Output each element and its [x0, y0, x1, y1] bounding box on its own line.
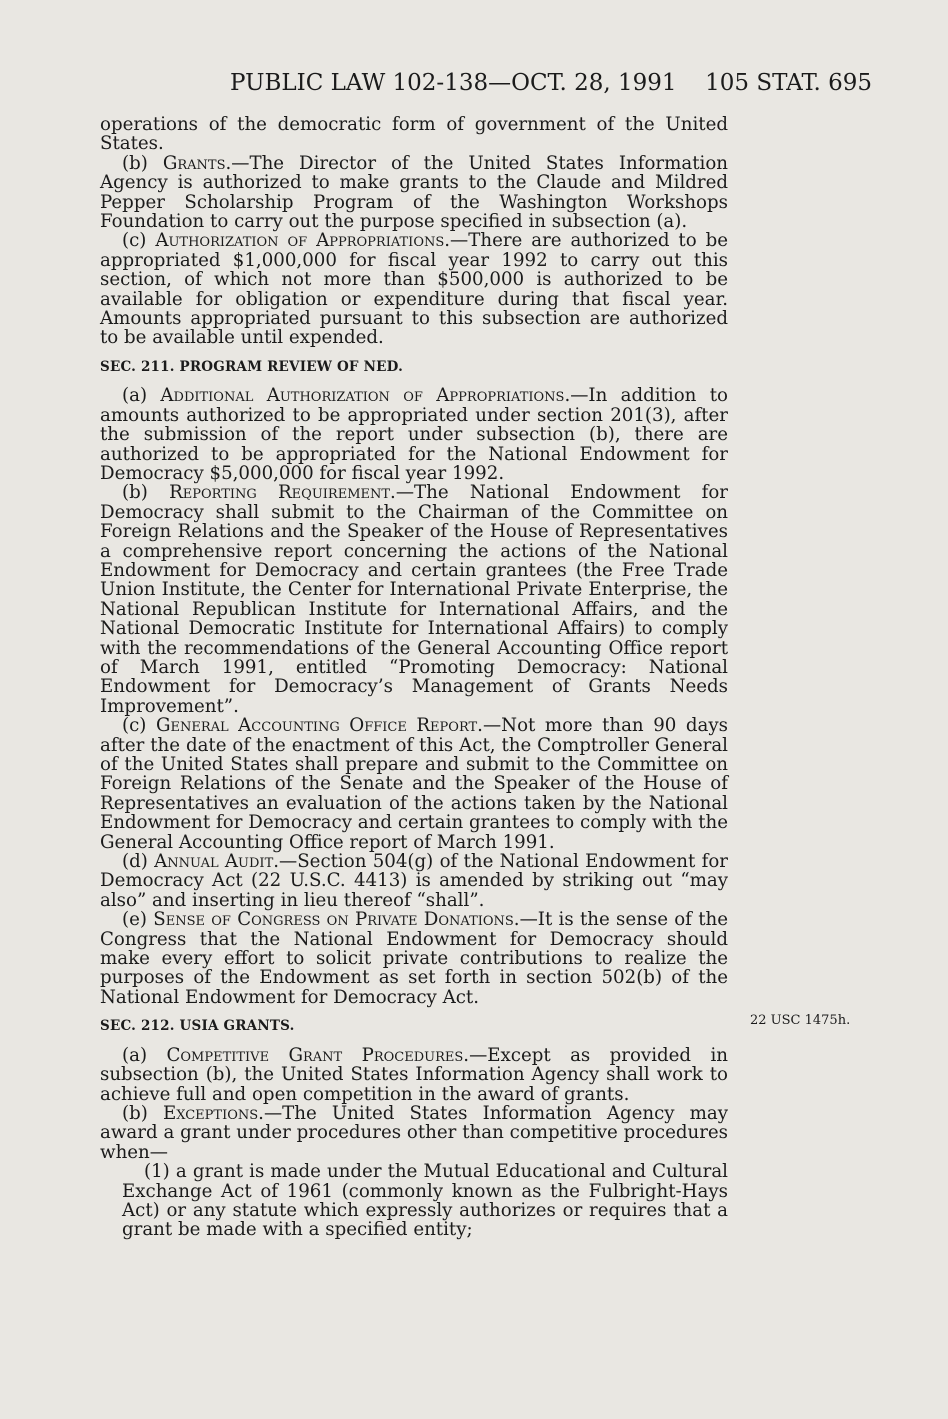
paragraph-item-1: (1) a grant is made under the Mutual Educational and Cultural Exchange Act of 1961 (commonly known as the Fulbright-Hays Act) or any statute which expressly authorizes or requires that a grant be made with a specified entity; [122, 1161, 728, 1241]
subsection-label: (a) [122, 1044, 148, 1066]
subsection-label: (b) [122, 1102, 148, 1124]
subsection-text: —It is the sense of the Congress that the National Endowment for Democracy should make every effort to solicit private contributions to realize the purposes of the Endowment as set forth in section 502(b) of the National Endowment for Democracy Act. [100, 909, 728, 1008]
subsection-text: —Section 504(g) of the National Endowment for Democracy Act (22 U.S.C. 4413) is amended by striking out “may also” and inserting in lieu thereof “shall”. [100, 851, 728, 911]
subsection-b-exceptions [100, 1104, 728, 1162]
subsection-heading: Annual Audit. [154, 851, 280, 873]
subsection-text: —Not more than 90 days after the date of the enactment of this Act, the Comptroller General of the United States shall prepare and submit to the Committee on Foreign Relations of the Senate and the Speaker of the House of Representatives an evaluation of the actions taken by the National Endowment for Democracy and certain grantees to comply with the General Accounting Office report of March 1991. [100, 715, 728, 853]
section-211-heading: SEC. 211. PROGRAM REVIEW OF NED. [100, 358, 403, 375]
running-header [100, 70, 872, 104]
subsection-heading: Grants. [162, 152, 232, 174]
header-page-number: 105 STAT. 695 [705, 70, 872, 96]
subsection-text: —In addition to amounts authorized to be appropriated under section 201(3), after the submission of the report under subsection (b), there are authorized to be appropriated for the National Endowment for Democracy $5,000,000 for fiscal year 1992. [100, 385, 728, 484]
subsection-a-competitive [100, 1046, 728, 1104]
subsection-label: (c) [122, 230, 147, 252]
subsection-label: (c) [122, 715, 147, 737]
section-212-heading: SEC. 212. USIA GRANTS. [100, 1018, 295, 1035]
subsection-text: —Except as provided in subsection (b), the United States Information Agency shall work to achieve full and open competition in the award of grants. [100, 1044, 728, 1105]
subsection-b-grants [100, 154, 728, 232]
subsection-c-gao-report [100, 716, 728, 852]
margin-citation: 22 USC 1475h. [750, 1013, 851, 1028]
subsection-label: (a) [122, 385, 148, 407]
subsection-d-annual-audit [100, 852, 728, 910]
subsection-heading: Additional Authorization of Appropriations. [160, 385, 571, 407]
subsection-label: (d) [122, 851, 148, 873]
subsection-heading: Authorization of Appropriations. [155, 230, 451, 252]
header-title: PUBLIC LAW 102-138—OCT. 28, 1991 [230, 70, 677, 96]
subsection-heading: Sense of Congress on Private Donations. [153, 909, 520, 931]
subsection-heading: Reporting Requirement. [169, 482, 396, 504]
paragraph: operations of the democratic form of government of the United States. [100, 114, 728, 155]
subsection-text: —The Director of the United States Information Agency is authorized to make grants to the Claude and Mildred Pepper Scholarship Program of the Washington Workshops Foundation to carry out the purpose specified in subsection (a). [100, 152, 728, 233]
subsection-c-authorization [100, 231, 728, 347]
subsection-e-sense-of-congress [100, 910, 728, 1007]
subsection-text: —There are authorized to be appropriated $1,000,000 for fiscal year 1992 to carry out this section, of which not more than $500,000 is authorized to be available for obligation or expenditure during that fiscal year. Amounts appropriated pursuant to this subsection are authorized to be available until expended. [100, 230, 728, 349]
document-body [100, 115, 728, 1240]
subsection-label: (b) [122, 482, 148, 504]
subsection-heading: Competitive Grant Procedures. [166, 1044, 470, 1066]
subsection-label: (b) [122, 152, 148, 174]
subsection-text: —The United States Information Agency may award a grant under procedures other than competitive procedures when— [100, 1102, 728, 1163]
subsection-heading: General Accounting Office Report. [155, 715, 483, 737]
subsection-heading: Exceptions. [162, 1102, 264, 1124]
subsection-b-reporting [100, 483, 728, 716]
subsection-label: (e) [122, 909, 147, 931]
subsection-text: —The National Endowment for Democracy shall submit to the Chairman of the Committee on Foreign Relations and the Speaker of the House of Representatives a comprehensive report concerning the actions of the National Endowment for Democracy and certain grantees (the Free Trade Union Institute, the Center for International Private Enterprise, the National Republican Institute for International Affairs, and the National Democratic Institute for International Affairs) to comply with the recommendations of the General Accounting Office report of March 1991, entitled “Promoting Democracy: National Endowment for Democracy’s Management of Grants Needs Improvement”. [100, 482, 728, 717]
subsection-a-additional [100, 386, 728, 483]
